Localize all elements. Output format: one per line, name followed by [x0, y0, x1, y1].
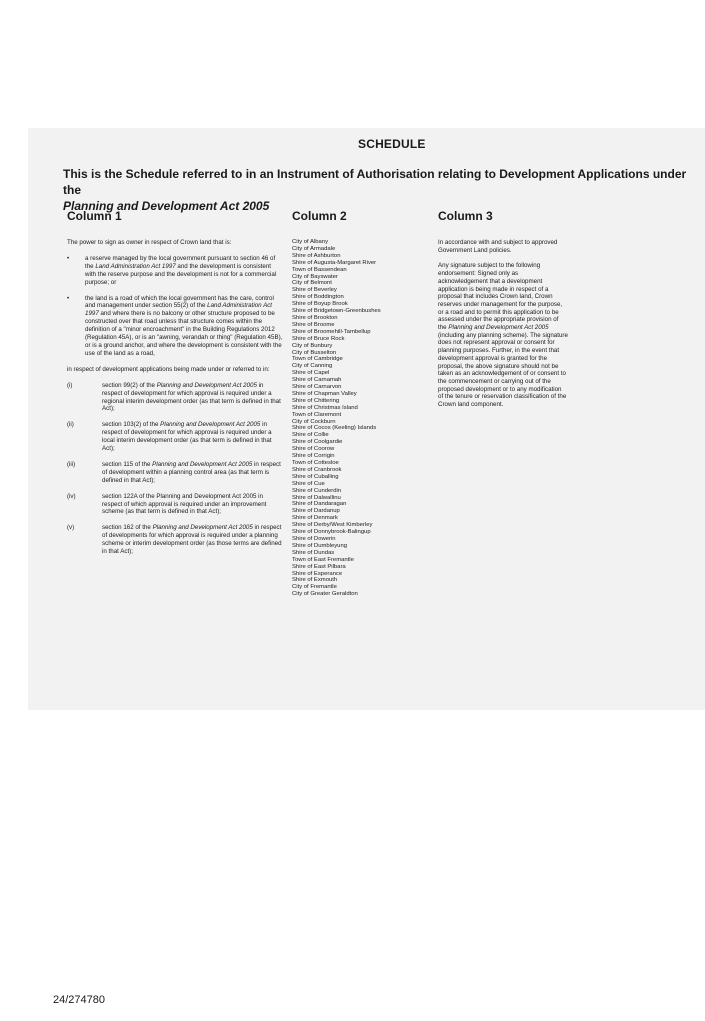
locality-item: Shire of Corrigin: [292, 453, 335, 460]
locality-item: Shire of Dowerin: [292, 535, 336, 542]
column-1-header: Column 1: [67, 209, 122, 223]
locality-item: Shire of Bruce Rock: [292, 335, 345, 342]
locality-item: Shire of Carnarvon: [292, 384, 342, 391]
section-number: (iv): [67, 492, 76, 500]
locality-item: Shire of Cocos (Keeling) Islands: [292, 425, 377, 432]
locality-item: Shire of Brookton: [292, 314, 338, 321]
locality-item: Shire of Derby/West Kimberley: [292, 522, 373, 529]
locality-item: Shire of Ashburton: [292, 252, 341, 259]
column-3-para-1: In accordance with and subject to approved Government Land policies.: [438, 239, 558, 254]
locality-item: City of Belmont: [292, 280, 332, 287]
locality-item: Shire of Esperance: [292, 570, 343, 577]
locality-item: Shire of Dandaragan: [292, 501, 347, 508]
heading-line-1: This is the Schedule referred to in an Instrument of Authorisation relating to Development Applications under the: [63, 167, 687, 197]
column-1-intro: The power to sign as owner in respect of Crown land that is:: [67, 239, 232, 246]
locality-item: City of Bunbury: [292, 342, 333, 349]
locality-item: Shire of Dumbleyung: [292, 542, 348, 549]
locality-item: Shire of Carnamah: [292, 377, 342, 384]
section-number: (i): [67, 381, 73, 389]
locality-item: Shire of Exmouth: [292, 577, 338, 584]
bullet-text: the land is a road of which the local government has the care, control and management under section 55(2) of the Land Administration Act 1997 and where there is no balcony or other structure proposed to be constructed over that road unless that structure comes within the definition of a "minor encroachment" in the Building Regulations 2012 (Regulation 45A), or is an "awning, verandah or thing" (Regulation 45B), or is a ground anchor, and where the development is consistent with the use of the land as a road,: [85, 294, 283, 357]
bullet-item: [67, 255, 283, 287]
section-text: section 162 of the Planning and Development Act 2005 in respect of developments for which approval is required under a planning scheme or interim development order (as those terms are defined in that Act);: [102, 524, 282, 556]
locality-item: Shire of Boyup Brook: [292, 301, 348, 308]
section-item: [67, 461, 283, 485]
locality-list: [292, 239, 432, 598]
document-reference: 24/274780: [53, 994, 105, 1006]
locality-item: Shire of Beverley: [292, 287, 337, 294]
locality-item: City of Armadale: [292, 245, 336, 252]
locality-item: Shire of Collie: [292, 432, 329, 439]
locality-item: Town of Bassendean: [292, 266, 347, 273]
section-number: (iii): [67, 460, 76, 468]
column-1-body: [67, 239, 283, 564]
locality-item: Town of Cambridge: [292, 356, 343, 363]
locality-item: Shire of Coorow: [292, 446, 335, 453]
locality-item: Shire of Capel: [292, 370, 330, 377]
locality-item: Shire of Cunderdin: [292, 487, 342, 494]
locality-item: Shire of Dardanup: [292, 508, 340, 515]
locality-item: Shire of Cue: [292, 480, 325, 487]
bullet-icon: •: [67, 294, 70, 302]
locality-item: Shire of Christmas Island: [292, 404, 358, 411]
locality-item: Shire of Bridgetown-Greenbushes: [292, 308, 381, 315]
locality-item: Shire of Dundas: [292, 549, 335, 556]
locality-item: Shire of Boddington: [292, 294, 344, 301]
section-text: section 99(2) of the Planning and Development Act 2005 in respect of development for which approval is required under a regional interim development order (as that term is defined in that Act);: [102, 381, 281, 413]
locality-item: Shire of Augusta-Margaret River: [292, 259, 377, 266]
column-3-header: Column 3: [438, 209, 493, 223]
heading-line-2: Planning and Development Act 2005: [63, 199, 270, 213]
locality-item: Shire of Broome: [292, 321, 335, 328]
locality-item: Shire of Chittering: [292, 397, 340, 404]
column-1-lead-in: in respect of development applications being made under or referred to in:: [67, 365, 270, 373]
column-3-body: [438, 239, 568, 417]
locality-item: City of Greater Geraldton: [292, 591, 358, 598]
locality-item: City of Cockburn: [292, 418, 336, 425]
locality-item: Shire of Dalwallinu: [292, 494, 341, 501]
bullet-item: [67, 295, 283, 358]
schedule-title: SCHEDULE: [358, 137, 426, 151]
locality-item: Town of Claremont: [292, 411, 342, 418]
locality-item: Shire of Donnybrook-Balingup: [292, 529, 371, 536]
bullet-icon: •: [67, 254, 70, 262]
section-item: [67, 421, 283, 453]
section-item: [67, 382, 283, 414]
locality-item: Town of East Fremantle: [292, 556, 354, 563]
section-text: section 115 of the Planning and Development Act 2005 in respect of development within a planning control area (as that term is defined in that Act);: [102, 460, 281, 484]
locality-item: Shire of Broomehill-Tambellup: [292, 328, 371, 335]
section-number: (v): [67, 524, 75, 532]
locality-item: City of Busselton: [292, 349, 337, 356]
column-3-para-2: Any signature subject to the following endorsement: Signed only as acknowledgement that a development application is being made in respect of a proposal that includes Crown land, Crown reserves under management for the purpose, or a road and to permit this application to be assessed under the appropriate provision of the Planning and Development Act 2005 (including any planning scheme). The signature does not represent approval or consent for planning purposes. Further, in the event that development approval is granted for the proposal, the above signature should not be taken as an acknowledgement of or consent to the commencement or carrying out of the proposed development or to any modification of the tenure or reservation classification of the Crown land component.: [438, 262, 568, 409]
locality-item: Shire of Denmark: [292, 515, 338, 522]
locality-item: Shire of Coolgardie: [292, 439, 343, 446]
locality-item: Shire of Cuballing: [292, 473, 339, 480]
locality-item: City of Canning: [292, 363, 333, 370]
column-2-header: Column 2: [292, 209, 347, 223]
locality-item: Shire of Cranbrook: [292, 466, 342, 473]
section-text: section 103(2) of the Planning and Development Act 2005 in respect of development for which approval is required under a local interim development order (as that term is defined in that Act);: [102, 421, 272, 453]
locality-item: Town of Cottesloe: [292, 460, 339, 466]
locality-item: Shire of Chapman Valley: [292, 390, 357, 397]
bullet-text: a reserve managed by the local government pursuant to section 46 of the Land Administration Act 1997 and the development is consistent with the reserve purpose and the development is not for a commercial purpose; or: [85, 254, 277, 286]
section-text: section 122A of the Planning and Development Act 2005 in respect of which approval is required under an improvement scheme (as that term is defined in that Act);: [102, 492, 267, 516]
section-number: (ii): [67, 421, 74, 429]
locality-item: City of Albany: [292, 239, 329, 245]
section-item: [67, 524, 283, 556]
locality-item: City of Bayswater: [292, 273, 338, 280]
locality-item: Shire of East Pilbara: [292, 563, 346, 570]
locality-item: City of Fremantle: [292, 584, 337, 591]
schedule-heading: [63, 166, 695, 214]
section-item: [67, 493, 283, 517]
